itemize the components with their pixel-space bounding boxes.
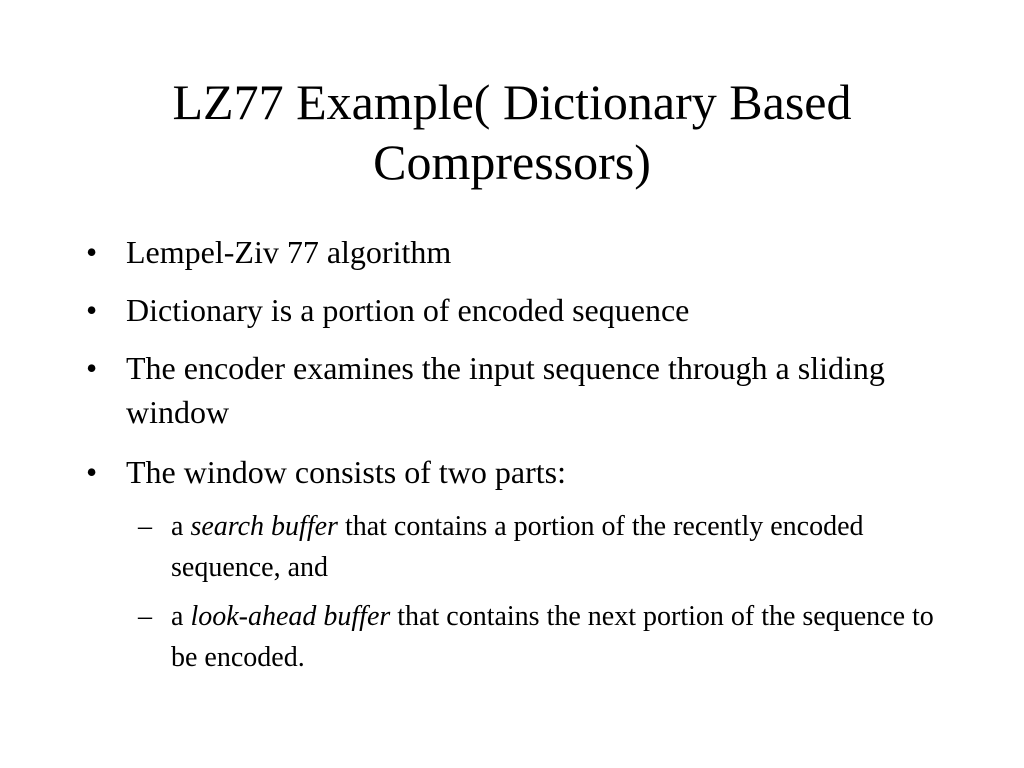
bullet-text: Dictionary is a portion of encoded sequence	[126, 292, 690, 328]
sub-bullet-term: search buffer	[190, 511, 338, 542]
bullet-marker: •	[86, 350, 98, 386]
sub-bullet-prefix: a	[171, 601, 191, 632]
bullet-marker: •	[86, 234, 98, 270]
sub-bullet-prefix: a	[171, 511, 191, 542]
sub-bullet-item	[138, 506, 938, 588]
sub-bullet-text	[171, 596, 938, 678]
sub-bullet-term: look-ahead buffer	[190, 601, 391, 632]
sub-bullet-suffix: that contains a portion of the recently encoded sequence, and	[171, 511, 864, 583]
bullet-text: The window consists of two parts:	[126, 454, 566, 490]
sub-bullet-suffix: that contains the next portion of the sequence to be encoded.	[171, 601, 934, 673]
bullet-marker: •	[86, 292, 98, 328]
sub-bullet-marker: –	[138, 511, 152, 542]
slide-title: LZ77 Example( Dictionary Based Compressors)	[172, 74, 852, 190]
sub-bullet-marker: –	[138, 601, 152, 632]
bullet-item	[86, 288, 946, 332]
bullet-item	[86, 450, 946, 494]
bullet-text: Lempel-Ziv 77 algorithm	[126, 234, 452, 270]
sub-bullet-text	[171, 506, 938, 588]
sub-bullet-item	[138, 596, 938, 678]
bullet-item	[86, 346, 946, 434]
bullet-text: The encoder examines the input sequence through a sliding window	[126, 350, 885, 430]
bullet-item	[86, 230, 946, 274]
bullet-marker: •	[86, 454, 98, 490]
